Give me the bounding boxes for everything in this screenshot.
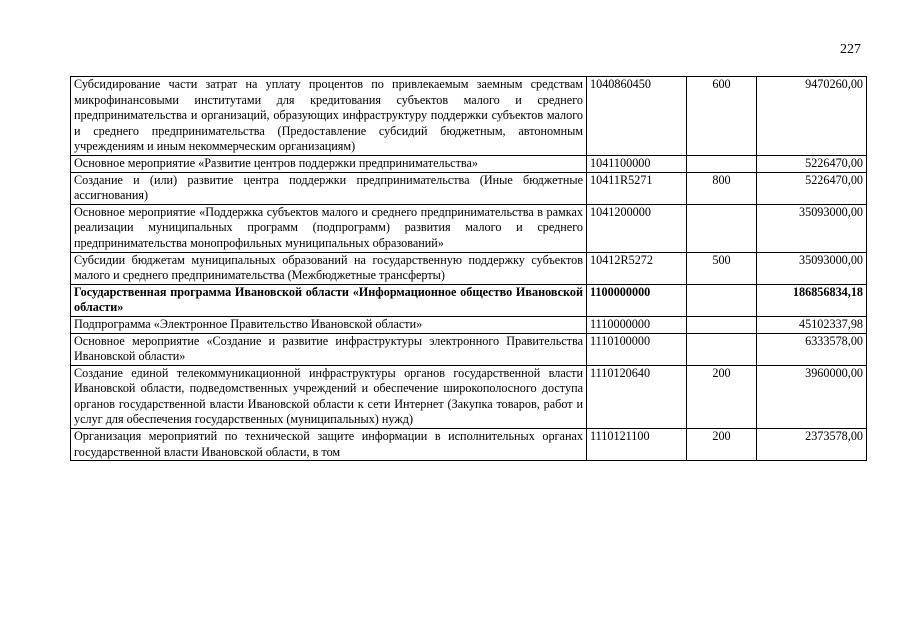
table-row <box>71 155 867 172</box>
row-description: Основное мероприятие «Поддержка субъектов малого и среднего предпринимательства в рамках реализации муниципальных программ (подпрограмм) развития малого и среднего предпринимательства монопрофильных муниципальных образований» <box>71 204 587 252</box>
row-expense-type: 500 <box>687 252 757 284</box>
row-target-code: 10412R5272 <box>587 252 687 284</box>
table-row <box>71 333 867 365</box>
row-expense-type <box>687 284 757 316</box>
table-row <box>71 77 867 156</box>
row-target-code: 10411R5271 <box>587 172 687 204</box>
table-row <box>71 204 867 252</box>
row-description: Организация мероприятий по технической защите информации в исполнительных органах государственной власти Ивановской области, в том <box>71 429 587 461</box>
row-amount: 5226470,00 <box>757 155 867 172</box>
row-amount: 186856834,18 <box>757 284 867 316</box>
table-row <box>71 316 867 333</box>
row-description: Создание единой телекоммуникационной инфраструктуры органов государственной власти Ивановской области, подведомственных учреждений и обеспечение широкополосного доступа органов государственной власти Ивановской области к сети Интернет (Закупка товаров, работ и услуг для обеспечения государственных (муниципальных) нужд) <box>71 365 587 428</box>
row-amount: 3960000,00 <box>757 365 867 428</box>
row-description: Субсидирование части затрат на уплату процентов по привлекаемым заемным средствам микрофинансовыми институтами для кредитования субъектов малого и среднего предпринимательства и организаций, образующих инфраструктуру поддержки субъектов малого и среднего предпринимательства (Предоставление субсидий бюджетным, автономным учреждениям и иным некоммерческим организациям) <box>71 77 587 156</box>
row-target-code: 1110100000 <box>587 333 687 365</box>
row-expense-type: 200 <box>687 429 757 461</box>
budget-table-body <box>71 77 867 461</box>
table-row <box>71 252 867 284</box>
row-amount: 35093000,00 <box>757 252 867 284</box>
row-target-code: 1041200000 <box>587 204 687 252</box>
row-description: Субсидии бюджетам муниципальных образований на государственную поддержку субъектов малого и среднего предпринимательства (Межбюджетные трансферты) <box>71 252 587 284</box>
row-expense-type <box>687 333 757 365</box>
row-amount: 5226470,00 <box>757 172 867 204</box>
row-target-code: 1110120640 <box>587 365 687 428</box>
row-expense-type <box>687 204 757 252</box>
row-expense-type: 600 <box>687 77 757 156</box>
page-number: 227 <box>840 42 861 57</box>
row-amount: 9470260,00 <box>757 77 867 156</box>
row-target-code: 1110000000 <box>587 316 687 333</box>
row-expense-type <box>687 155 757 172</box>
row-amount: 2373578,00 <box>757 429 867 461</box>
row-description: Основное мероприятие «Развитие центров поддержки предпринимательства» <box>71 155 587 172</box>
row-amount: 6333578,00 <box>757 333 867 365</box>
table-row <box>71 365 867 428</box>
row-target-code: 1040860450 <box>587 77 687 156</box>
row-target-code: 1100000000 <box>587 284 687 316</box>
row-expense-type: 200 <box>687 365 757 428</box>
row-target-code: 1110121100 <box>587 429 687 461</box>
table-row <box>71 172 867 204</box>
row-expense-type: 800 <box>687 172 757 204</box>
budget-table <box>70 76 867 461</box>
row-description: Государственная программа Ивановской области «Информационное общество Ивановской области» <box>71 284 587 316</box>
row-expense-type <box>687 316 757 333</box>
row-description: Основное мероприятие «Создание и развитие инфраструктуры электронного Правительства Ивановской области» <box>71 333 587 365</box>
row-amount: 45102337,98 <box>757 316 867 333</box>
row-description: Подпрограмма «Электронное Правительство Ивановской области» <box>71 316 587 333</box>
row-amount: 35093000,00 <box>757 204 867 252</box>
row-target-code: 1041100000 <box>587 155 687 172</box>
table-row <box>71 284 867 316</box>
row-description: Создание и (или) развитие центра поддержки предпринимательства (Иные бюджетные ассигнования) <box>71 172 587 204</box>
table-row <box>71 429 867 461</box>
